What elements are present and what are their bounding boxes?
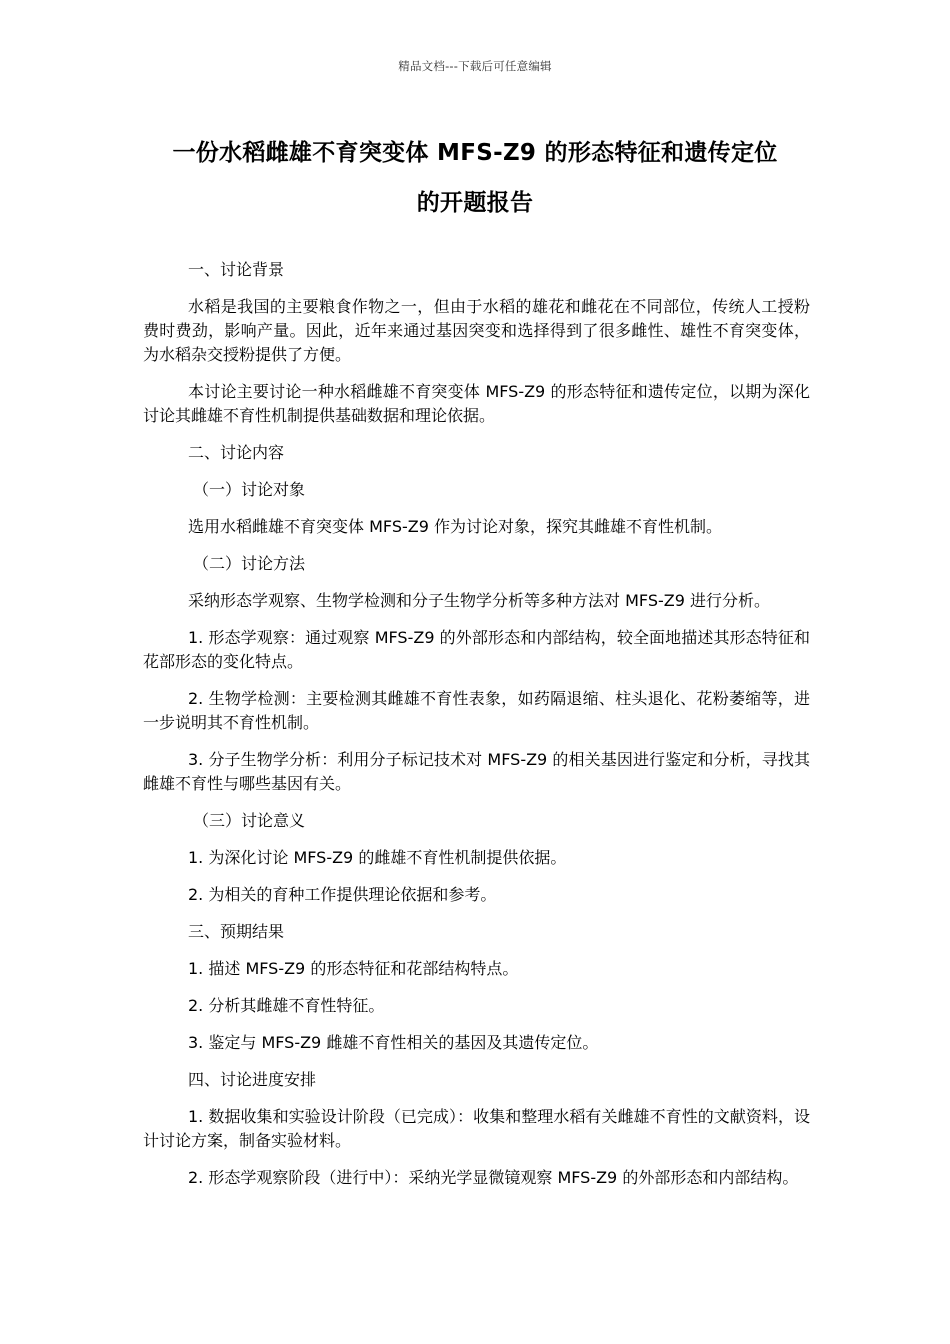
list-item-schedule-1: 1. 数据收集和实验设计阶段（已完成）：收集和整理水稻有关雌雄不育性的文献资料，设计讨论方案，制备实验材料。 <box>143 1107 810 1150</box>
list-item-method-2: 2. 生物学检测：主要检测其雌雄不育性表象，如药隔退缩、柱头退化、花粉萎缩等，进一步说明其不育性机制。 <box>143 689 810 732</box>
title-line-2: 的开题报告 <box>416 190 534 216</box>
subheading-method: （二）讨论方法 <box>193 554 306 573</box>
title-line-1: 一份水稻雌雄不育突变体 MFS-Z9 的形态特征和遗传定位 <box>172 140 778 166</box>
list-item-schedule-2: 2. 形态学观察阶段（进行中）：采纳光学显微镜观察 MFS-Z9 的外部形态和内部结构。 <box>188 1168 799 1187</box>
paragraph-background-2: 本讨论主要讨论一种水稻雌雄不育突变体 MFS-Z9 的形态特征和遗传定位，以期为深化讨论其雌雄不育性机制提供基础数据和理论依据。 <box>143 382 810 425</box>
list-item-result-2: 2. 分析其雌雄不育性特征。 <box>188 996 385 1015</box>
header-note: 精品文档---下载后可任意编辑 <box>398 59 552 73</box>
subheading-object: （一）讨论对象 <box>193 480 306 499</box>
section-heading-content: 二、讨论内容 <box>188 443 285 462</box>
list-item-result-3: 3. 鉴定与 MFS-Z9 雌雄不育性相关的基因及其遗传定位。 <box>188 1033 599 1052</box>
paragraph-object: 选用水稻雌雄不育突变体 MFS-Z9 作为讨论对象，探究其雌雄不育性机制。 <box>188 517 722 536</box>
list-item-method-1: 1. 形态学观察：通过观察 MFS-Z9 的外部形态和内部结构，较全面地描述其形态特征和花部形态的变化特点。 <box>143 628 810 671</box>
section-heading-results: 三、预期结果 <box>188 922 285 941</box>
paragraph-method: 采纳形态学观察、生物学检测和分子生物学分析等多种方法对 MFS-Z9 进行分析。 <box>188 591 770 610</box>
list-item-significance-1: 1. 为深化讨论 MFS-Z9 的雌雄不育性机制提供依据。 <box>188 848 567 867</box>
section-heading-schedule: 四、讨论进度安排 <box>188 1070 317 1089</box>
section-heading-background: 一、讨论背景 <box>188 260 285 279</box>
list-item-significance-2: 2. 为相关的育种工作提供理论依据和参考。 <box>188 885 497 904</box>
subheading-significance: （三）讨论意义 <box>193 811 306 830</box>
list-item-method-3: 3. 分子生物学分析：利用分子标记技术对 MFS-Z9 的相关基因进行鉴定和分析，寻找其雌雄不育性与哪些基因有关。 <box>143 750 810 793</box>
paragraph-background-1: 水稻是我国的主要粮食作物之一，但由于水稻的雄花和雌花在不同部位，传统人工授粉费时费劲，影响产量。因此，近年来通过基因突变和选择得到了很多雌性、雄性不育突变体，为水稻杂交授粉提供了方便。 <box>143 297 810 364</box>
list-item-result-1: 1. 描述 MFS-Z9 的形态特征和花部结构特点。 <box>188 959 519 978</box>
document-body <box>143 258 810 1203</box>
